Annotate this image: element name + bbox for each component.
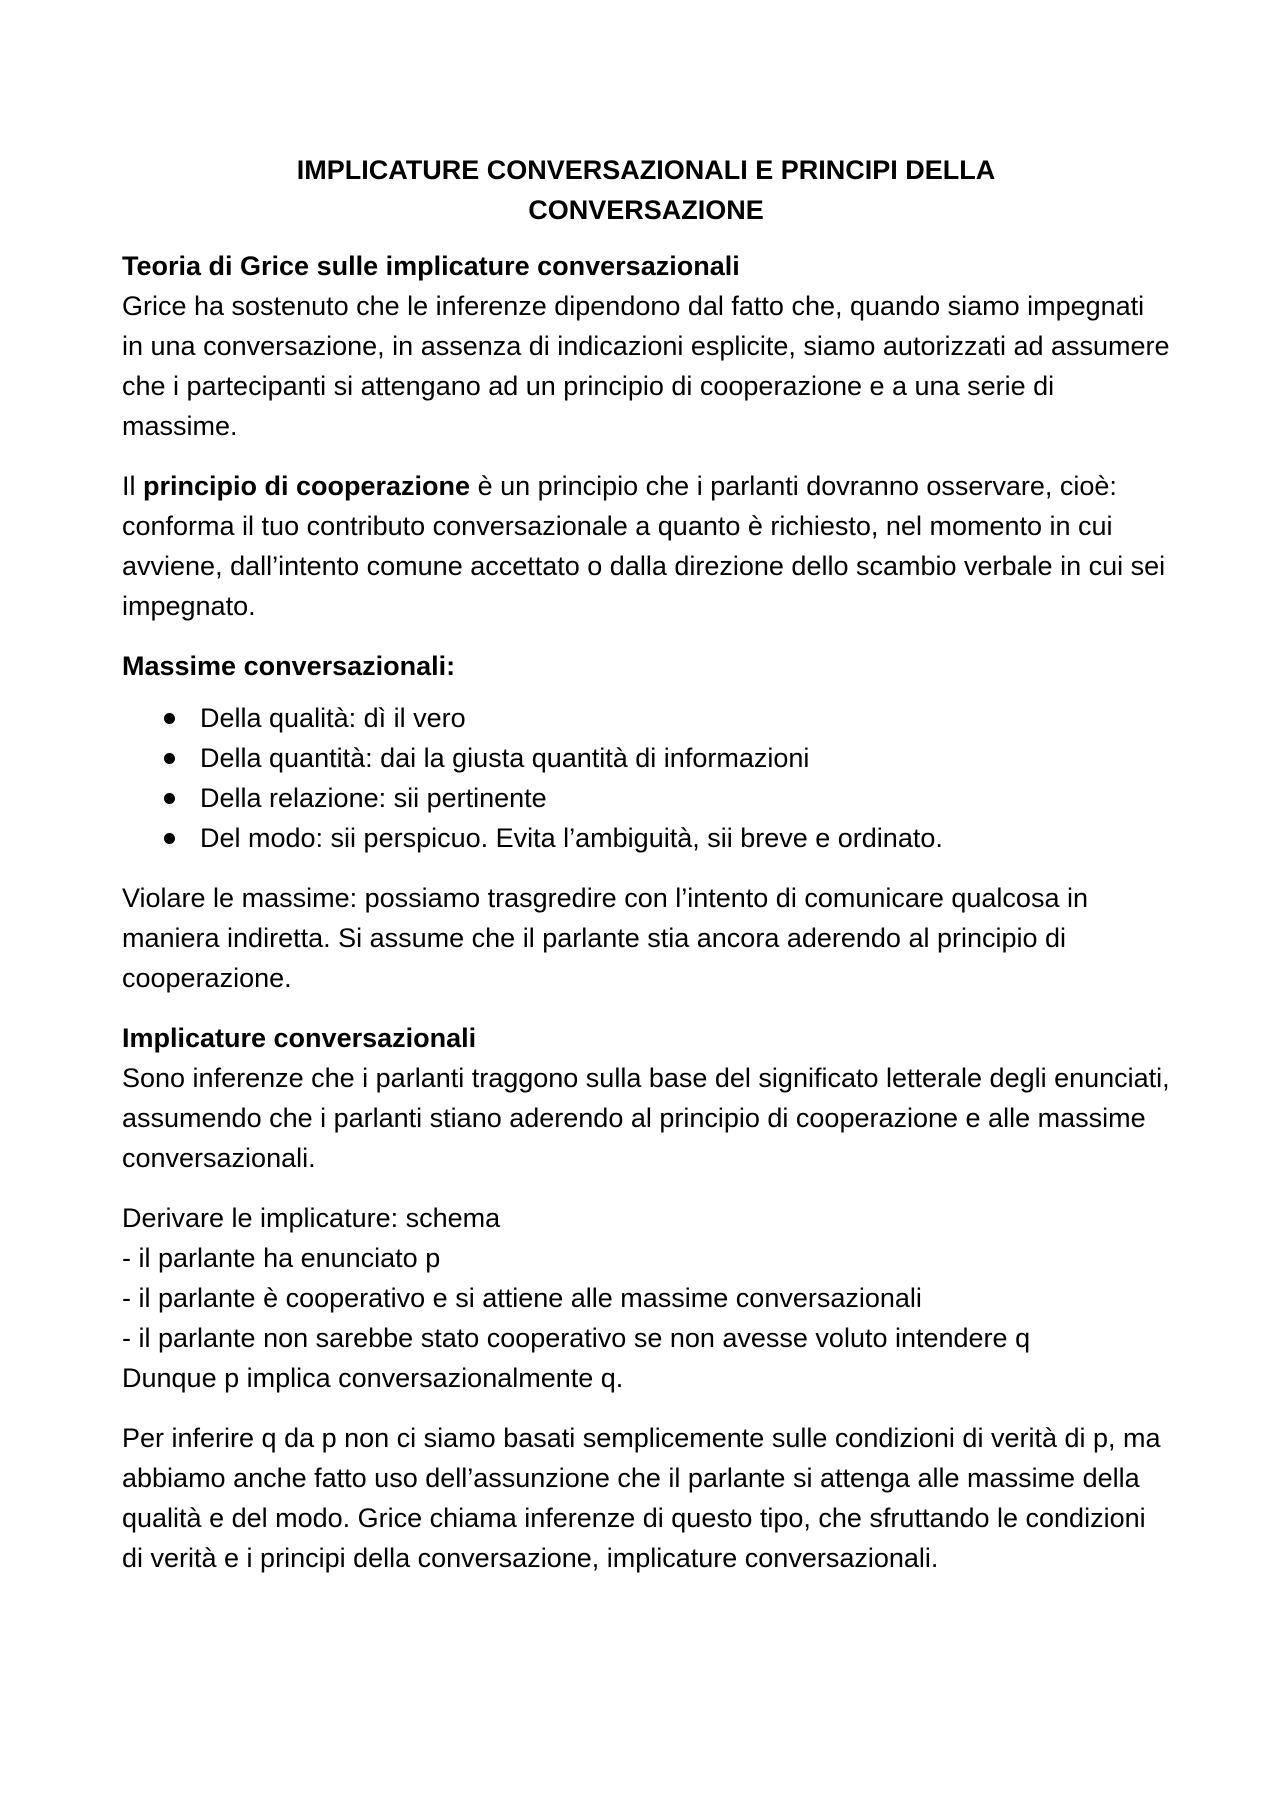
conclusion-text: Per inferire q da p non ci siamo basati semplicemente sulle condizioni di verità di p, ma abbiamo anche fatto uso dell’assunzione che il parlante si attenga alle massime della qualità e del modo. Grice chiama inferenze di questo tipo, che sfruttando le condizioni di verità e i principi della conversazione, implicature conversazionali. <box>122 1423 1161 1573</box>
title-line-2: CONVERSAZIONE <box>528 195 764 225</box>
cooperation-principle-text <box>122 466 1170 626</box>
document-title <box>122 150 1170 230</box>
maxim-item-quantity: Della quantità: dai la giusta quantità di informazioni <box>122 738 1170 778</box>
violate-maxims-text: Violare le massime: possiamo trasgredire con l’intento di comunicare qualcosa in maniera indiretta. Si assume che il parlante stia ancora aderendo al principio di cooperazione. <box>122 883 1088 993</box>
maxims-heading: Massime conversazionali: <box>122 651 456 681</box>
cooperation-principle-paragraph <box>122 466 1170 626</box>
schema-line-2: - il parlante è cooperativo e si attiene alle massime conversazionali <box>122 1283 922 1313</box>
schema-block <box>122 1198 1170 1398</box>
implicatures-paragraph: Sono inferenze che i parlanti traggono sulla base del significato letterale degli enunciati, assumendo che i parlanti stiano aderendo al principio di cooperazione e alle massime conversazionali. <box>122 1063 1170 1173</box>
grice-theory-paragraph: Grice ha sostenuto che le inferenze dipendono dal fatto che, quando siamo impegnati in una conversazione, in assenza di indicazioni esplicite, siamo autorizzati ad assumere che i partecipanti si attengano ad un principio di cooperazione e a una serie di massime. <box>122 291 1170 441</box>
maxim-item-manner: Del modo: sii perspicuo. Evita l’ambiguità, sii breve e ordinato. <box>122 818 1170 858</box>
schema-line-conclusion: Dunque p implica conversazionalmente q. <box>122 1363 624 1393</box>
maxims-heading-block <box>122 646 1170 686</box>
schema-line-3: - il parlante non sarebbe stato cooperativo se non avesse voluto intendere q <box>122 1323 1031 1353</box>
section-grice-theory <box>122 246 1170 446</box>
section-heading-implicatures: Implicature conversazionali <box>122 1023 477 1053</box>
cooperation-prefix: Il <box>122 471 144 501</box>
section-implicatures <box>122 1018 1170 1178</box>
violate-maxims-paragraph <box>122 878 1170 998</box>
section-heading-grice-theory: Teoria di Grice sulle implicature conversazionali <box>122 251 740 281</box>
maxim-item-quality: Della qualità: dì il vero <box>122 698 1170 738</box>
cooperation-rest: è un principio che i parlanti dovranno osservare, cioè: conforma il tuo contributo conversazionale a quanto è richiesto, nel momento in cui avviene, dall’intento comune accettato o dalla direzione dello scambio verbale in cui sei impegnato. <box>122 471 1166 621</box>
title-line-1: IMPLICATURE CONVERSAZIONALI E PRINCIPI DELLA <box>296 155 996 185</box>
maxims-list <box>122 698 1170 858</box>
maxim-item-relation: Della relazione: sii pertinente <box>122 778 1170 818</box>
document-page <box>122 150 1170 1598</box>
cooperation-term: principio di cooperazione <box>143 471 471 501</box>
schema-line-title: Derivare le implicature: schema <box>122 1203 501 1233</box>
conclusion-paragraph <box>122 1418 1170 1578</box>
schema-line-1: - il parlante ha enunciato p <box>122 1243 441 1273</box>
